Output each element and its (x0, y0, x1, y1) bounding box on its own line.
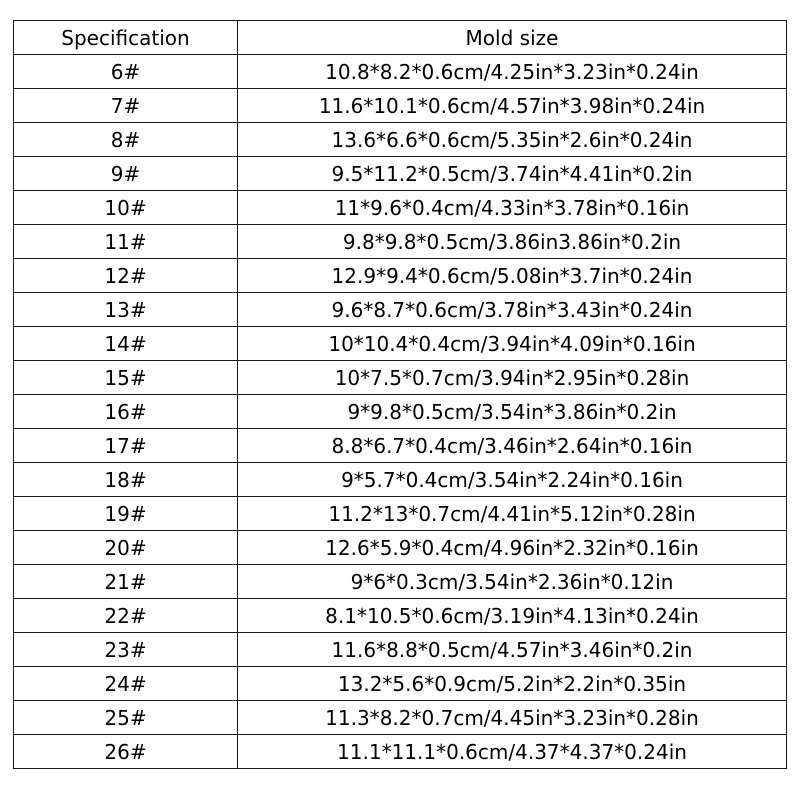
mold-size-cell: 10*7.5*0.7cm/3.94in*2.95in*0.28in (238, 361, 787, 395)
table-row (14, 667, 787, 701)
mold-size-cell: 12.9*9.4*0.6cm/5.08in*3.7in*0.24in (238, 259, 787, 293)
table-row (14, 497, 787, 531)
spec-cell: 18# (14, 463, 238, 497)
table-header (14, 21, 787, 55)
table-row (14, 157, 787, 191)
table-row (14, 55, 787, 89)
table-row (14, 225, 787, 259)
mold-size-cell: 13.6*6.6*0.6cm/5.35in*2.6in*0.24in (238, 123, 787, 157)
table-row (14, 191, 787, 225)
table-row (14, 259, 787, 293)
spec-cell: 9# (14, 157, 238, 191)
spec-cell: 26# (14, 735, 238, 769)
table-row (14, 599, 787, 633)
mold-size-cell: 9.5*11.2*0.5cm/3.74in*4.41in*0.2in (238, 157, 787, 191)
mold-size-cell: 11.2*13*0.7cm/4.41in*5.12in*0.28in (238, 497, 787, 531)
table-header-row (14, 21, 787, 55)
mold-size-cell: 10*10.4*0.4cm/3.94in*4.09in*0.16in (238, 327, 787, 361)
table-row (14, 327, 787, 361)
spec-cell: 11# (14, 225, 238, 259)
mold-size-cell: 9.8*9.8*0.5cm/3.86in3.86in*0.2in (238, 225, 787, 259)
table-row (14, 735, 787, 769)
mold-size-cell: 8.1*10.5*0.6cm/3.19in*4.13in*0.24in (238, 599, 787, 633)
spec-cell: 21# (14, 565, 238, 599)
mold-size-table (13, 20, 787, 769)
spec-cell: 25# (14, 701, 238, 735)
mold-size-cell: 9*9.8*0.5cm/3.54in*3.86in*0.2in (238, 395, 787, 429)
table-row (14, 463, 787, 497)
spec-cell: 23# (14, 633, 238, 667)
table-row (14, 701, 787, 735)
table-body (14, 55, 787, 769)
mold-size-cell: 11.3*8.2*0.7cm/4.45in*3.23in*0.28in (238, 701, 787, 735)
table-row (14, 89, 787, 123)
spec-cell: 16# (14, 395, 238, 429)
column-header-mold-size: Mold size (238, 21, 787, 55)
spec-cell: 24# (14, 667, 238, 701)
mold-size-cell: 11.1*11.1*0.6cm/4.37*4.37*0.24in (238, 735, 787, 769)
mold-size-cell: 13.2*5.6*0.9cm/5.2in*2.2in*0.35in (238, 667, 787, 701)
spec-cell: 22# (14, 599, 238, 633)
mold-size-cell: 11.6*10.1*0.6cm/4.57in*3.98in*0.24in (238, 89, 787, 123)
mold-size-cell: 11.6*8.8*0.5cm/4.57in*3.46in*0.2in (238, 633, 787, 667)
table-row (14, 565, 787, 599)
spec-cell: 17# (14, 429, 238, 463)
spec-cell: 7# (14, 89, 238, 123)
spec-cell: 20# (14, 531, 238, 565)
spec-cell: 6# (14, 55, 238, 89)
table-row (14, 633, 787, 667)
table-row (14, 429, 787, 463)
table-row (14, 395, 787, 429)
mold-size-cell: 12.6*5.9*0.4cm/4.96in*2.32in*0.16in (238, 531, 787, 565)
mold-size-cell: 10.8*8.2*0.6cm/4.25in*3.23in*0.24in (238, 55, 787, 89)
mold-size-cell: 9*6*0.3cm/3.54in*2.36in*0.12in (238, 565, 787, 599)
mold-size-cell: 9.6*8.7*0.6cm/3.78in*3.43in*0.24in (238, 293, 787, 327)
column-header-specification: Specification (14, 21, 238, 55)
table-row (14, 531, 787, 565)
spec-cell: 14# (14, 327, 238, 361)
mold-size-cell: 8.8*6.7*0.4cm/3.46in*2.64in*0.16in (238, 429, 787, 463)
spec-cell: 8# (14, 123, 238, 157)
mold-size-cell: 9*5.7*0.4cm/3.54in*2.24in*0.16in (238, 463, 787, 497)
spec-cell: 15# (14, 361, 238, 395)
table-row (14, 123, 787, 157)
spec-cell: 12# (14, 259, 238, 293)
mold-size-cell: 11*9.6*0.4cm/4.33in*3.78in*0.16in (238, 191, 787, 225)
spec-cell: 19# (14, 497, 238, 531)
spec-cell: 10# (14, 191, 238, 225)
table-row (14, 361, 787, 395)
spec-cell: 13# (14, 293, 238, 327)
table-row (14, 293, 787, 327)
